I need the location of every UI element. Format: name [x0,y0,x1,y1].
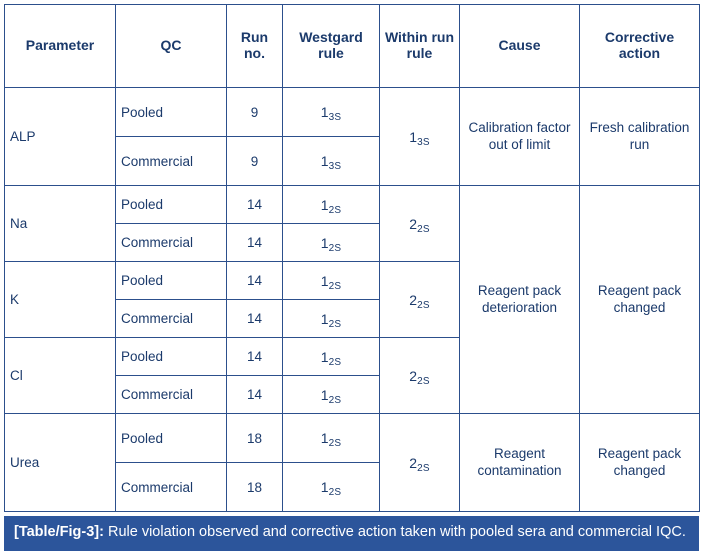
cell-run-no: 14 [227,376,283,414]
rule-main: 1 [320,196,329,213]
rule-sub: 2S [328,318,342,330]
cell-westgard-rule [283,137,380,186]
cell-parameter: K [5,262,116,338]
cell-within-run-rule [380,88,460,186]
cell-qc: Commercial [116,376,227,414]
rule-sub: 2S [328,242,342,254]
cell-run-no: 9 [227,137,283,186]
cell-westgard-rule [283,463,380,512]
qc-rule-violation-table [4,4,700,512]
cell-corrective-action: Reagent pack changed [580,186,700,414]
table-header [5,5,700,88]
cell-qc: Pooled [116,262,227,300]
cell-westgard-rule [283,262,380,300]
cell-cause: Calibration factor out of limit [460,88,580,186]
cell-qc: Pooled [116,338,227,376]
rule-main: 1 [409,128,418,145]
cell-qc: Commercial [116,300,227,338]
cell-qc: Pooled [116,186,227,224]
column-header-westgard-rule: Westgard rule [283,5,380,88]
rule-main: 1 [320,310,329,327]
rule-sub: 2S [328,204,342,216]
cell-westgard-rule [283,338,380,376]
table-row [5,88,700,137]
rule-sub: 2S [328,280,342,292]
rule-main: 2 [409,215,418,232]
cell-westgard-rule [283,376,380,414]
column-header-run-no: Run no. [227,5,283,88]
column-header-qc: QC [116,5,227,88]
rule-main: 1 [320,104,329,120]
cell-parameter: Na [5,186,116,262]
rule-sub: 2S [417,223,430,235]
column-header-corrective-action: Corrective action [580,5,700,88]
cell-corrective-action: Fresh calibration run [580,88,700,186]
table-row [5,414,700,463]
cell-qc: Commercial [116,463,227,512]
rule-sub: 2S [417,299,430,311]
cell-westgard-rule [283,224,380,262]
cell-westgard-rule [283,414,380,463]
cell-qc: Commercial [116,137,227,186]
rule-sub: 3S [328,161,342,172]
cell-qc: Pooled [116,88,227,137]
rule-sub: 2S [417,375,430,387]
cell-run-no: 18 [227,414,283,463]
table-body [5,88,700,512]
cell-run-no: 14 [227,300,283,338]
cell-parameter: ALP [5,88,116,186]
rule-sub: 2S [328,356,342,368]
cell-run-no: 14 [227,262,283,300]
rule-main: 1 [320,234,329,251]
cell-qc: Pooled [116,414,227,463]
cell-parameter: Cl [5,338,116,414]
cell-within-run-rule [380,186,460,262]
cell-within-run-rule [380,262,460,338]
rule-main: 1 [320,348,329,365]
rule-sub: 2S [328,394,342,406]
cell-run-no: 9 [227,88,283,137]
rule-main: 2 [409,367,418,384]
rule-sub: 2S [417,462,430,474]
cell-within-run-rule [380,338,460,414]
cell-run-no: 14 [227,224,283,262]
rule-main: 1 [320,479,329,495]
rule-main: 1 [320,153,329,169]
rule-sub: 2S [328,438,342,449]
table-caption [4,516,699,551]
cell-cause: Reagent contamination [460,414,580,512]
rule-sub: 3S [328,112,342,123]
cell-parameter: Urea [5,414,116,512]
cell-cause: Reagent pack deterioration [460,186,580,414]
table-header-row [5,5,700,88]
caption-text: Rule violation observed and corrective action taken with pooled sera and commercial IQC. [103,524,686,540]
column-header-cause: Cause [460,5,580,88]
cell-run-no: 14 [227,186,283,224]
rule-sub: 2S [328,487,342,498]
rule-sub: 3S [417,136,430,148]
column-header-parameter: Parameter [5,5,116,88]
cell-run-no: 18 [227,463,283,512]
cell-qc: Commercial [116,224,227,262]
rule-main: 1 [320,272,329,289]
table-row [5,186,700,224]
rule-main: 2 [409,454,418,471]
rule-main: 1 [320,386,329,403]
cell-run-no: 14 [227,338,283,376]
rule-main: 1 [320,430,329,446]
cell-westgard-rule [283,186,380,224]
rule-main: 2 [409,291,418,308]
caption-label: [Table/Fig-3]: [14,524,104,540]
column-header-within-run-rule: Within run rule [380,5,460,88]
cell-corrective-action: Reagent pack changed [580,414,700,512]
cell-westgard-rule [283,300,380,338]
cell-within-run-rule [380,414,460,512]
cell-westgard-rule [283,88,380,137]
